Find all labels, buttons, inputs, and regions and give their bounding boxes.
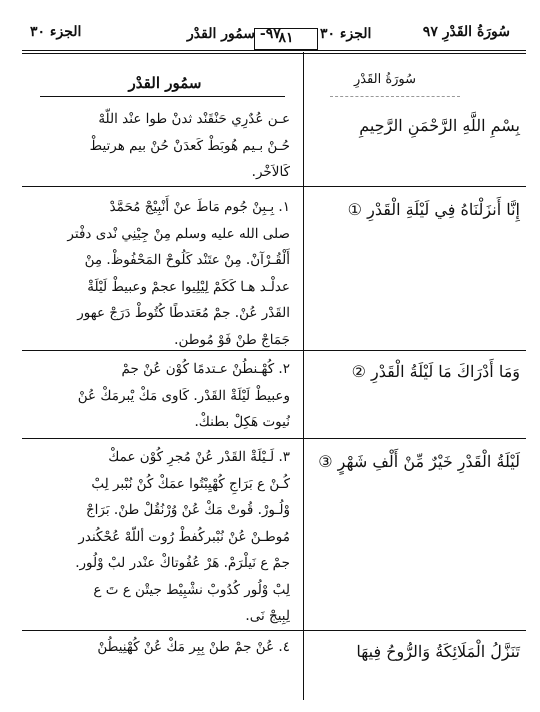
- translation-line: كُـنْ ع بَرَاجِ كُهْيِبْتُوا عمَكْ كُنْ نُبْبر لِبْ: [91, 475, 290, 492]
- column-divider: [303, 52, 304, 700]
- translation-line: ٣. لَـيْلَةْ القَدْر عُنْ مُجرِ كُوْن عمكْ: [108, 449, 290, 465]
- section-separator: [22, 350, 526, 351]
- surah-title-arabic: سُورَةُ القَدْرِ: [353, 72, 417, 87]
- translation-line: كَالاَخْر.: [251, 164, 290, 180]
- translation-line: حُـنْ بـيم هُوبَطْ كَعدَنْ حُنْ بيم هرتيطْ: [89, 137, 290, 154]
- translation-line: مُوطـنْ عُنْ نُبْبركُفطْ رُوت أللّهْ عُحْكُندر: [78, 528, 290, 545]
- verse-2: وَمَا أَدْرَاكَ مَا لَيْلَةُ الْقَدْرِ ②: [351, 362, 520, 381]
- surah-title-translation: سمُور القدْر: [128, 74, 202, 92]
- verse-4: تَنَزَّلُ الْمَلَائِكَةُ وَالرُّوحُ فِيهَا: [356, 642, 520, 661]
- header-surah-name: سُورَةُ القَدْرِ ٩٧: [422, 24, 510, 40]
- translation-line: ٤. عُنْ جمْ طنْ بِبِر مَكْ عُنْ كُهْنِيطُنْ: [97, 639, 290, 655]
- translation-line: لِبِيجْ نَى.: [245, 608, 290, 624]
- header-surah-translit: ٩٧- سمُور القدْر: [187, 26, 281, 42]
- header-rule-double: [22, 53, 526, 54]
- section-separator: [22, 186, 526, 187]
- header-juz-left: الجزء ٣٠: [30, 24, 82, 40]
- translation-line: جمْ ع نَيلْرَمْ. هَرْ عُفُوتاكْ عنْدر لبْ وْلُور.: [75, 555, 290, 571]
- translation-line: عدلْـد هـا كَكَمْ لِيْلِيوا عجمْ وعبيطْ لَيْلَةْ: [87, 278, 290, 295]
- translation-block-4: [28, 634, 290, 661]
- verse-3: لَيْلَةُ الْقَدْرِ خَيْرٌ مِّنْ أَلْفِ شَهْرٍ ③: [318, 452, 520, 471]
- surah-title-underline: [330, 96, 460, 97]
- translation-line: نُيوت هَكِلْ بطنكْ.: [194, 414, 290, 430]
- verse-1: إِنَّا أَنزَلْنَاهُ فِي لَيْلَةِ الْقَدْرِ ①: [347, 200, 520, 219]
- translation-line: ٢. كُهْـنطُنْ عـتدمًا كُوْن عُنْ جمْ: [121, 361, 290, 377]
- translation-title-underline: [40, 96, 285, 97]
- translation-block-1: [28, 194, 290, 353]
- page-number: ٨١: [254, 28, 318, 50]
- verse-basmala: بِسْمِ اللَّهِ الرَّحْمَنِ الرَّحِيمِ: [359, 116, 520, 135]
- translation-block-2: [28, 356, 290, 436]
- translation-line: لِبْ وْلُور كُدُوبْ نشْبِيْط جيتْن ع تَ ع: [93, 581, 290, 598]
- translation-line: ١. بِـبِنْ جُوم مَاطَ عنْ أَنْبِيْجْ مُحَمَّدْ: [109, 199, 290, 215]
- translation-line: عـن عُدٌرِي حَنْقَنْد ثدنْ طوا عنْد اللّهْ: [98, 111, 290, 127]
- translation-line: القَدْر عُنْ. جمْ مُعَتدطًا كُتُوطْ دَرَجْ عهور: [77, 305, 290, 321]
- translation-block-basmala: [28, 106, 290, 186]
- translation-block-3: [28, 444, 290, 630]
- section-separator: [22, 438, 526, 439]
- section-separator: [22, 630, 526, 631]
- translation-line: أَلْقُـرْآنْ. مِنْ عتَنْد كَلُوحْ المَحْفُوظْ. مِنْ: [84, 252, 290, 268]
- header-rule: [22, 50, 526, 51]
- header-juz-middle: الجزء ٣٠: [320, 26, 372, 42]
- translation-line: وعبيطْ لَيْلَةْ القَدْر. كَاوى مَكْ يْبرمَكْ عُنْ: [77, 387, 290, 404]
- translation-line: صلى الله عليه وسلم مِنْ جِيْنِي نْدى دفْتر: [67, 225, 290, 242]
- translation-line: جَمَاجْ طنْ فَوْ مُوطن.: [174, 331, 290, 348]
- translation-line: وْلُـورْ. قُوتْ مَكْ عُنْ وُرْنُقُلْ طنْ. بَرَاجْ: [85, 502, 290, 518]
